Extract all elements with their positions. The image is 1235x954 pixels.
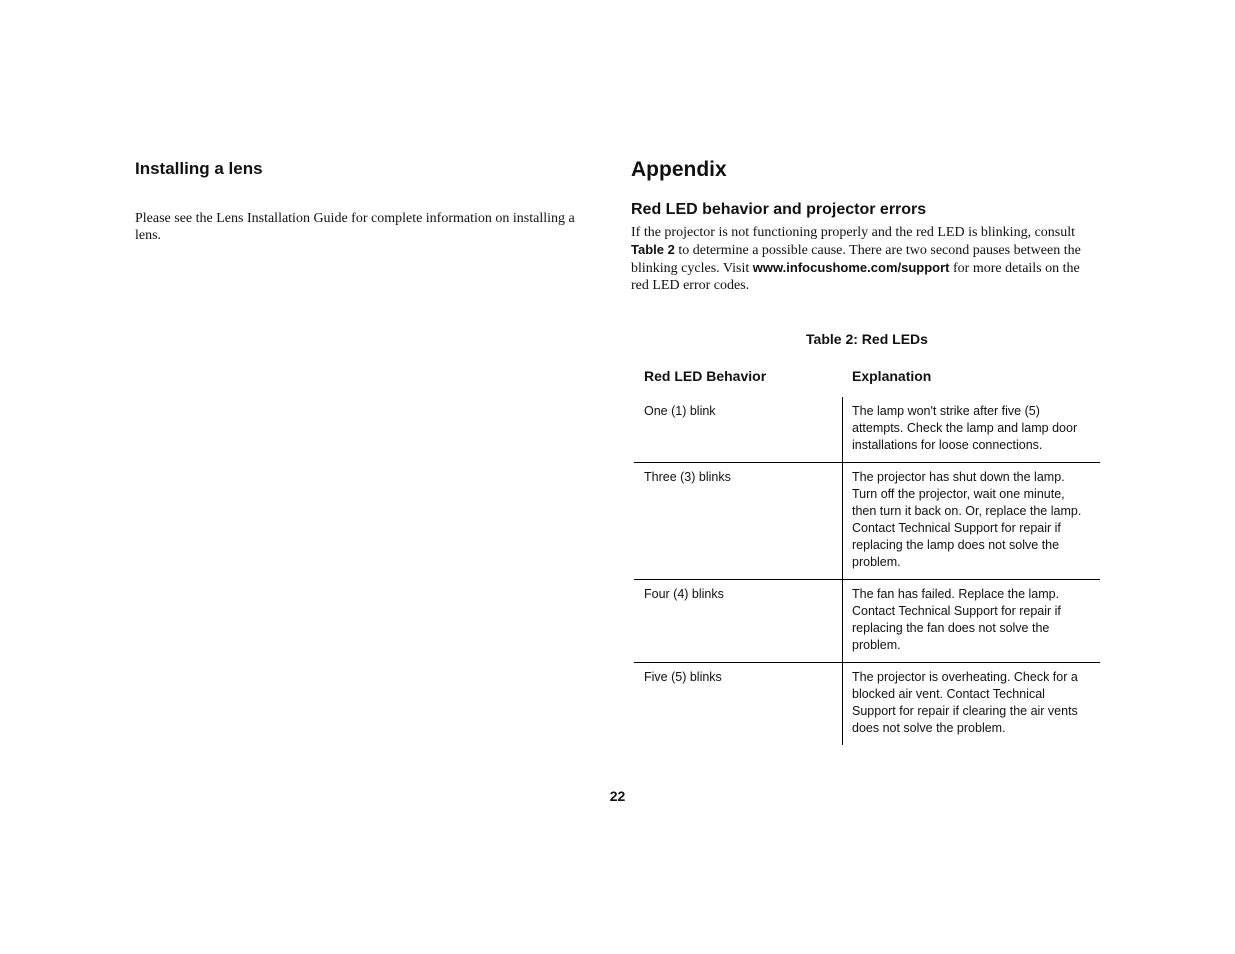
right-column [631, 157, 1101, 294]
explanation-cell: The projector has shut down the lamp. Turn off the projector, wait one minute, then turn it back on. Or, replace the lamp. Contact Technical Support for repair if replacing the lamp does not solve the problem. [852, 470, 1082, 569]
intro-text-2: to determine a possible cause. There are two second pauses between the blinking cycles. Visit [631, 243, 1081, 276]
lens-install-paragraph: Please see the Lens Installation Guide for complete information on installing a lens. [135, 211, 575, 243]
table-caption: Table 2: Red LEDs [806, 331, 928, 347]
page-number: 22 [609, 788, 626, 804]
explanation-cell: The lamp won't strike after five (5) attempts. Check the lamp and lamp door installations for loose connections. [852, 404, 1078, 452]
behavior-cell: Four (4) blinks [634, 580, 843, 662]
table-row [634, 397, 1100, 463]
table-header-row [634, 366, 1100, 397]
section-heading-installing-lens: Installing a lens [135, 159, 263, 178]
behavior-cell: Three (3) blinks [634, 463, 843, 579]
support-url: www.infocushome.com/support [752, 260, 950, 275]
header-explanation: Explanation [852, 368, 932, 384]
header-behavior: Red LED Behavior [644, 368, 767, 384]
explanation-cell: The projector is overheating. Check for a blocked air vent. Contact Technical Support for repair if clearing the air vents does not solve the problem. [852, 670, 1078, 735]
section-heading-red-led: Red LED behavior and projector errors [631, 201, 927, 218]
red-led-intro-paragraph [631, 224, 1101, 294]
page-title: Appendix [631, 158, 727, 181]
table-row [634, 663, 1100, 745]
intro-text-1: If the projector is not functioning properly and the red LED is blinking, consult [631, 225, 1076, 240]
explanation-cell: The fan has failed. Replace the lamp. Contact Technical Support for repair if replacing the fan does not solve the problem. [852, 587, 1061, 652]
behavior-cell: Five (5) blinks [634, 663, 843, 745]
intro-text-3: for more details on the red LED error codes. [631, 261, 1080, 293]
red-led-table [634, 366, 1100, 745]
table-reference: Table 2 [631, 242, 675, 257]
table-row [634, 463, 1100, 580]
behavior-cell: One (1) blink [634, 397, 843, 462]
table-row [634, 580, 1100, 663]
left-column [135, 158, 597, 244]
